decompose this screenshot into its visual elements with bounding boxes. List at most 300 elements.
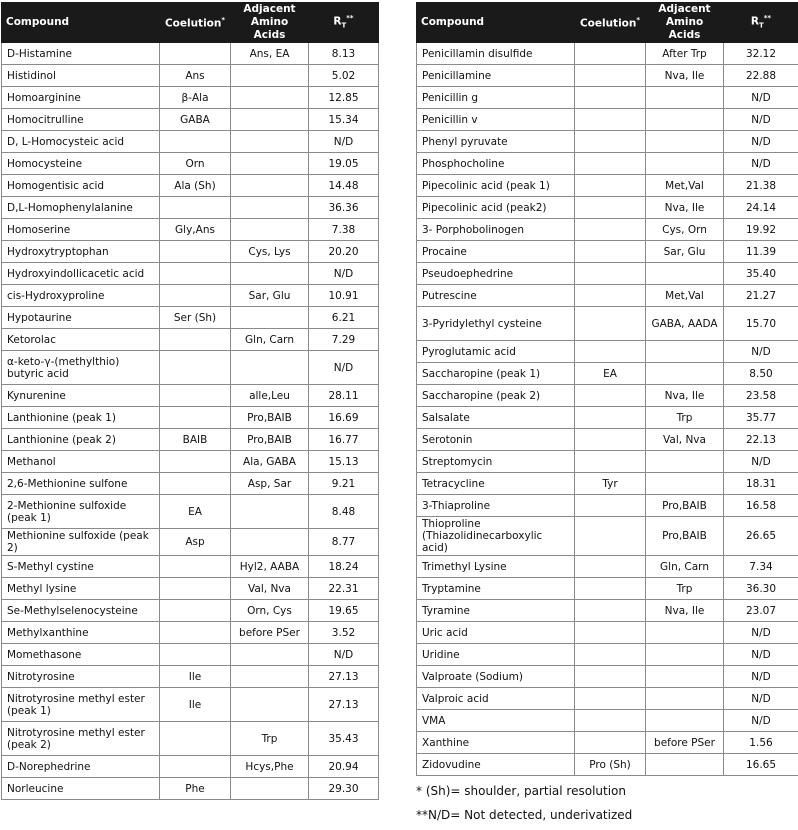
rt-cell: 21.27 bbox=[724, 285, 798, 307]
compound-cell: Momethasone bbox=[2, 644, 160, 666]
table-row bbox=[2, 688, 379, 722]
compound-cell: Se-Methylselenocysteine bbox=[2, 600, 160, 622]
adjacent-cell: Val, Nva bbox=[646, 429, 724, 451]
adjacent-cell bbox=[646, 622, 724, 644]
rt-cell: 19.92 bbox=[724, 219, 798, 241]
compound-cell: Homogentisic acid bbox=[2, 175, 160, 197]
coelution-cell bbox=[160, 578, 231, 600]
table-row bbox=[2, 644, 379, 666]
compound-cell: Methylxanthine bbox=[2, 622, 160, 644]
table-row bbox=[2, 556, 379, 578]
rt-cell: N/D bbox=[724, 622, 798, 644]
table-header-row bbox=[2, 3, 379, 43]
compound-cell: 2,6-Methionine sulfone bbox=[2, 473, 160, 495]
table-row bbox=[417, 153, 798, 175]
rt-cell: N/D bbox=[724, 153, 798, 175]
compound-cell: Putrescine bbox=[417, 285, 575, 307]
table-row bbox=[417, 109, 798, 131]
compound-cell: D,L-Homophenylalanine bbox=[2, 197, 160, 219]
compound-cell: Serotonin bbox=[417, 429, 575, 451]
coelution-cell: Orn bbox=[160, 153, 231, 175]
rt-cell: N/D bbox=[309, 644, 379, 666]
rt-cell: 36.36 bbox=[309, 197, 379, 219]
compound-cell: Valproic acid bbox=[417, 688, 575, 710]
adjacent-cell bbox=[646, 87, 724, 109]
rt-cell: 32.12 bbox=[724, 43, 798, 65]
rt-cell: 10.91 bbox=[309, 285, 379, 307]
rt-cell: N/D bbox=[724, 710, 798, 732]
coelution-header: Coelution* bbox=[575, 3, 646, 43]
adjacent-cell: Pro,BAIB bbox=[646, 517, 724, 556]
compound-cell: Kynurenine bbox=[2, 385, 160, 407]
rt-cell: N/D bbox=[309, 351, 379, 385]
table-row bbox=[2, 600, 379, 622]
rt-cell: 29.30 bbox=[309, 778, 379, 800]
compound-cell: Pipecolinic acid (peak 1) bbox=[417, 175, 575, 197]
table-row bbox=[417, 341, 798, 363]
rt-cell: N/D bbox=[724, 341, 798, 363]
coelution-cell: Asp bbox=[160, 529, 231, 556]
compound-cell: Methyl lysine bbox=[2, 578, 160, 600]
rt-cell: 27.13 bbox=[309, 666, 379, 688]
rt-cell: 18.24 bbox=[309, 556, 379, 578]
adjacent-cell bbox=[231, 65, 309, 87]
coelution-cell: Pro (Sh) bbox=[575, 754, 646, 776]
adjacent-cell bbox=[646, 473, 724, 495]
rt-cell: 16.58 bbox=[724, 495, 798, 517]
table-row bbox=[417, 666, 798, 688]
adjacent-cell: Pro,BAIB bbox=[231, 429, 309, 451]
adjacent-header: Adjacent Amino Acids bbox=[646, 3, 724, 43]
right-table-body bbox=[417, 43, 798, 776]
rt-cell: N/D bbox=[724, 109, 798, 131]
rt-cell: 22.31 bbox=[309, 578, 379, 600]
compound-cell: Hypotaurine bbox=[2, 307, 160, 329]
coelution-cell bbox=[160, 241, 231, 263]
table-row bbox=[417, 732, 798, 754]
table-row bbox=[417, 754, 798, 776]
adjacent-cell: Met,Val bbox=[646, 285, 724, 307]
adjacent-cell: Hyl2, AABA bbox=[231, 556, 309, 578]
rt-cell: 16.65 bbox=[724, 754, 798, 776]
adjacent-cell bbox=[646, 263, 724, 285]
rt-cell: 35.77 bbox=[724, 407, 798, 429]
table-row bbox=[417, 131, 798, 153]
adjacent-cell: Met,Val bbox=[646, 175, 724, 197]
coelution-cell bbox=[575, 429, 646, 451]
rt-cell: 15.70 bbox=[724, 307, 798, 341]
coelution-cell bbox=[575, 517, 646, 556]
compound-cell: Streptomycin bbox=[417, 451, 575, 473]
compound-cell: Hydroxyindollicacetic acid bbox=[2, 263, 160, 285]
adjacent-cell bbox=[231, 666, 309, 688]
table-row bbox=[2, 529, 379, 556]
table-row bbox=[417, 219, 798, 241]
table-row bbox=[417, 517, 798, 556]
coelution-cell bbox=[575, 153, 646, 175]
rt-cell: 5.02 bbox=[309, 65, 379, 87]
compound-cell: Valproate (Sodium) bbox=[417, 666, 575, 688]
coelution-cell bbox=[160, 407, 231, 429]
adjacent-cell: Nva, Ile bbox=[646, 197, 724, 219]
adjacent-cell: Trp bbox=[646, 407, 724, 429]
left-compound-table bbox=[1, 2, 379, 800]
table-row bbox=[417, 556, 798, 578]
adjacent-cell bbox=[646, 131, 724, 153]
compound-header: Compound bbox=[2, 3, 160, 43]
coelution-cell bbox=[160, 131, 231, 153]
rt-cell: 22.13 bbox=[724, 429, 798, 451]
rt-cell: N/D bbox=[724, 644, 798, 666]
coelution-cell bbox=[160, 556, 231, 578]
table-row bbox=[417, 578, 798, 600]
table-row bbox=[2, 109, 379, 131]
rt-cell: 20.94 bbox=[309, 756, 379, 778]
coelution-cell bbox=[575, 285, 646, 307]
rt-cell: 7.29 bbox=[309, 329, 379, 351]
compound-cell: Histidinol bbox=[2, 65, 160, 87]
coelution-cell bbox=[575, 666, 646, 688]
coelution-cell: Ile bbox=[160, 666, 231, 688]
rt-cell: 16.77 bbox=[309, 429, 379, 451]
table-row bbox=[417, 363, 798, 385]
rt-cell: 21.38 bbox=[724, 175, 798, 197]
compound-cell: Hydroxytryptophan bbox=[2, 241, 160, 263]
table-row bbox=[2, 451, 379, 473]
coelution-cell bbox=[575, 451, 646, 473]
right-compound-table bbox=[416, 2, 798, 776]
adjacent-cell: Gln, Carn bbox=[646, 556, 724, 578]
coelution-cell: Phe bbox=[160, 778, 231, 800]
compound-cell: Penicillin g bbox=[417, 87, 575, 109]
adjacent-cell: After Trp bbox=[646, 43, 724, 65]
rt-cell: 20.20 bbox=[309, 241, 379, 263]
table-row bbox=[417, 263, 798, 285]
coelution-cell bbox=[575, 732, 646, 754]
rt-cell: 7.34 bbox=[724, 556, 798, 578]
coelution-cell bbox=[160, 285, 231, 307]
compound-cell: Phosphocholine bbox=[417, 153, 575, 175]
rt-cell: 3.52 bbox=[309, 622, 379, 644]
table-row bbox=[417, 87, 798, 109]
coelution-cell bbox=[160, 473, 231, 495]
rt-cell: 18.31 bbox=[724, 473, 798, 495]
table-row bbox=[417, 285, 798, 307]
rt-cell: N/D bbox=[309, 131, 379, 153]
adjacent-cell bbox=[646, 754, 724, 776]
compound-cell: Norleucine bbox=[2, 778, 160, 800]
table-row bbox=[417, 43, 798, 65]
table-row bbox=[417, 710, 798, 732]
table-row bbox=[417, 495, 798, 517]
adjacent-cell: before PSer bbox=[646, 732, 724, 754]
rt-cell: N/D bbox=[724, 451, 798, 473]
table-row bbox=[2, 722, 379, 756]
adjacent-cell: Hcys,Phe bbox=[231, 756, 309, 778]
coelution-cell bbox=[575, 556, 646, 578]
compound-cell: Methanol bbox=[2, 451, 160, 473]
coelution-cell bbox=[160, 600, 231, 622]
compound-cell: Homoarginine bbox=[2, 87, 160, 109]
table-row bbox=[417, 600, 798, 622]
coelution-cell bbox=[160, 385, 231, 407]
rt-cell: 8.50 bbox=[724, 363, 798, 385]
adjacent-cell bbox=[231, 219, 309, 241]
adjacent-cell bbox=[646, 666, 724, 688]
compound-cell: Homocysteine bbox=[2, 153, 160, 175]
adjacent-cell: Trp bbox=[646, 578, 724, 600]
adjacent-cell: Orn, Cys bbox=[231, 600, 309, 622]
adjacent-cell: GABA, AADA bbox=[646, 307, 724, 341]
adjacent-cell bbox=[231, 175, 309, 197]
table-row bbox=[417, 385, 798, 407]
rt-cell: 1.56 bbox=[724, 732, 798, 754]
adjacent-cell bbox=[231, 263, 309, 285]
rt-cell: N/D bbox=[724, 688, 798, 710]
coelution-cell bbox=[575, 341, 646, 363]
compound-cell: Pyroglutamic acid bbox=[417, 341, 575, 363]
compound-cell: Lanthionine (peak 1) bbox=[2, 407, 160, 429]
table-row bbox=[417, 407, 798, 429]
table-row bbox=[417, 644, 798, 666]
coelution-cell bbox=[575, 109, 646, 131]
adjacent-cell bbox=[231, 529, 309, 556]
adjacent-cell bbox=[231, 109, 309, 131]
compound-cell: D-Histamine bbox=[2, 43, 160, 65]
rt-cell: 26.65 bbox=[724, 517, 798, 556]
coelution-cell: GABA bbox=[160, 109, 231, 131]
adjacent-header: Adjacent Amino Acids bbox=[231, 3, 309, 43]
compound-header: Compound bbox=[417, 3, 575, 43]
table-row bbox=[417, 307, 798, 341]
table-row bbox=[2, 622, 379, 644]
coelution-cell bbox=[575, 219, 646, 241]
table-row bbox=[2, 219, 379, 241]
compound-cell: Ketorolac bbox=[2, 329, 160, 351]
compound-cell: Thioproline (Thiazolidinecarboxylic acid) bbox=[417, 517, 575, 556]
compound-cell: Methionine sulfoxide (peak 2) bbox=[2, 529, 160, 556]
table-row bbox=[2, 495, 379, 529]
adjacent-cell: Asp, Sar bbox=[231, 473, 309, 495]
compound-cell: Saccharopine (peak 1) bbox=[417, 363, 575, 385]
compound-cell: Lanthionine (peak 2) bbox=[2, 429, 160, 451]
compound-cell: S-Methyl cystine bbox=[2, 556, 160, 578]
rt-header: $R_T^{**}$ bbox=[309, 3, 379, 43]
footnote-not-detected: **N/D= Not detected, underivatized bbox=[416, 808, 633, 822]
adjacent-cell: Sar, Glu bbox=[646, 241, 724, 263]
table-row bbox=[417, 622, 798, 644]
compound-cell: Penicillamine bbox=[417, 65, 575, 87]
adjacent-cell bbox=[646, 153, 724, 175]
adjacent-cell bbox=[231, 87, 309, 109]
table-row bbox=[2, 429, 379, 451]
adjacent-cell: Ans, EA bbox=[231, 43, 309, 65]
adjacent-cell: Nva, Ile bbox=[646, 385, 724, 407]
table-row bbox=[2, 197, 379, 219]
adjacent-cell: alle,Leu bbox=[231, 385, 309, 407]
compound-cell: Uric acid bbox=[417, 622, 575, 644]
table-row bbox=[2, 87, 379, 109]
adjacent-cell: Trp bbox=[231, 722, 309, 756]
rt-cell: 8.13 bbox=[309, 43, 379, 65]
compound-cell: Pseudoephedrine bbox=[417, 263, 575, 285]
table-header-row bbox=[417, 3, 798, 43]
coelution-cell: Tyr bbox=[575, 473, 646, 495]
rt-cell: 24.14 bbox=[724, 197, 798, 219]
table-row bbox=[2, 307, 379, 329]
coelution-cell bbox=[160, 197, 231, 219]
rt-cell: 35.43 bbox=[309, 722, 379, 756]
coelution-cell: Ser (Sh) bbox=[160, 307, 231, 329]
coelution-cell: Ile bbox=[160, 688, 231, 722]
rt-cell: 14.48 bbox=[309, 175, 379, 197]
table-row bbox=[2, 153, 379, 175]
coelution-cell bbox=[575, 710, 646, 732]
coelution-cell bbox=[160, 722, 231, 756]
rt-cell: 19.65 bbox=[309, 600, 379, 622]
rt-cell: 11.39 bbox=[724, 241, 798, 263]
coelution-cell bbox=[160, 756, 231, 778]
adjacent-cell bbox=[646, 688, 724, 710]
table-row bbox=[2, 241, 379, 263]
adjacent-cell bbox=[646, 710, 724, 732]
coelution-cell bbox=[575, 495, 646, 517]
compound-cell: Nitrotyrosine methyl ester (peak 2) bbox=[2, 722, 160, 756]
coelution-cell bbox=[575, 197, 646, 219]
coelution-cell bbox=[575, 578, 646, 600]
adjacent-cell bbox=[231, 644, 309, 666]
coelution-cell bbox=[575, 407, 646, 429]
table-row bbox=[2, 407, 379, 429]
rt-cell: 9.21 bbox=[309, 473, 379, 495]
left-table-body bbox=[2, 43, 379, 800]
adjacent-cell: Pro,BAIB bbox=[231, 407, 309, 429]
adjacent-cell: Pro,BAIB bbox=[646, 495, 724, 517]
adjacent-cell: Nva, Ile bbox=[646, 600, 724, 622]
rt-cell: 8.48 bbox=[309, 495, 379, 529]
rt-cell: 27.13 bbox=[309, 688, 379, 722]
coelution-cell bbox=[575, 241, 646, 263]
adjacent-cell bbox=[646, 363, 724, 385]
compound-cell: 2-Methionine sulfoxide (peak 1) bbox=[2, 495, 160, 529]
adjacent-cell bbox=[646, 644, 724, 666]
compound-cell: Zidovudine bbox=[417, 754, 575, 776]
table-row bbox=[2, 351, 379, 385]
compound-cell: Saccharopine (peak 2) bbox=[417, 385, 575, 407]
adjacent-cell bbox=[231, 688, 309, 722]
rt-cell: N/D bbox=[724, 87, 798, 109]
coelution-cell bbox=[575, 385, 646, 407]
compound-cell: cis-Hydroxyproline bbox=[2, 285, 160, 307]
table-row bbox=[417, 197, 798, 219]
adjacent-cell bbox=[231, 153, 309, 175]
table-row bbox=[2, 43, 379, 65]
coelution-cell bbox=[160, 644, 231, 666]
coelution-cell: EA bbox=[160, 495, 231, 529]
compound-cell: Pipecolinic acid (peak2) bbox=[417, 197, 575, 219]
adjacent-cell bbox=[231, 351, 309, 385]
coelution-cell: β-Ala bbox=[160, 87, 231, 109]
compound-cell: Phenyl pyruvate bbox=[417, 131, 575, 153]
adjacent-cell: Gln, Carn bbox=[231, 329, 309, 351]
table-row bbox=[2, 131, 379, 153]
table-row bbox=[2, 175, 379, 197]
coelution-cell: Gly,Ans bbox=[160, 219, 231, 241]
coelution-cell bbox=[160, 43, 231, 65]
compound-cell: Uridine bbox=[417, 644, 575, 666]
compound-cell: Homocitrulline bbox=[2, 109, 160, 131]
compound-cell: Tetracycline bbox=[417, 473, 575, 495]
rt-cell: 6.21 bbox=[309, 307, 379, 329]
compound-cell: 3- Porphobolinogen bbox=[417, 219, 575, 241]
table-row bbox=[2, 666, 379, 688]
table-row bbox=[2, 756, 379, 778]
compound-cell: Nitrotyrosine methyl ester (peak 1) bbox=[2, 688, 160, 722]
coelution-cell bbox=[575, 307, 646, 341]
compound-cell: Nitrotyrosine bbox=[2, 666, 160, 688]
adjacent-cell bbox=[231, 495, 309, 529]
coelution-cell bbox=[575, 688, 646, 710]
adjacent-cell: Val, Nva bbox=[231, 578, 309, 600]
coelution-cell: BAIB bbox=[160, 429, 231, 451]
compound-cell: Penicillamin disulfide bbox=[417, 43, 575, 65]
adjacent-cell: Nva, Ile bbox=[646, 65, 724, 87]
table-row bbox=[417, 65, 798, 87]
coelution-cell bbox=[575, 644, 646, 666]
rt-cell: 23.58 bbox=[724, 385, 798, 407]
coelution-cell bbox=[575, 175, 646, 197]
coelution-cell bbox=[160, 451, 231, 473]
coelution-cell bbox=[575, 87, 646, 109]
coelution-cell bbox=[160, 622, 231, 644]
compound-cell: Procaine bbox=[417, 241, 575, 263]
compound-cell: Xanthine bbox=[417, 732, 575, 754]
compound-cell: Penicillin v bbox=[417, 109, 575, 131]
table-row bbox=[2, 285, 379, 307]
rt-cell: 22.88 bbox=[724, 65, 798, 87]
coelution-cell bbox=[575, 600, 646, 622]
table-row bbox=[417, 241, 798, 263]
rt-cell: N/D bbox=[309, 263, 379, 285]
rt-cell: 28.11 bbox=[309, 385, 379, 407]
rt-cell: 36.30 bbox=[724, 578, 798, 600]
coelution-cell bbox=[575, 263, 646, 285]
table-row bbox=[2, 473, 379, 495]
coelution-cell bbox=[575, 43, 646, 65]
adjacent-cell bbox=[231, 307, 309, 329]
compound-cell: D, L-Homocysteic acid bbox=[2, 131, 160, 153]
table-row bbox=[2, 65, 379, 87]
rt-header: $R_T^{**}$ bbox=[724, 3, 798, 43]
compound-cell: D-Norephedrine bbox=[2, 756, 160, 778]
adjacent-cell: Cys, Lys bbox=[231, 241, 309, 263]
rt-cell: 12.85 bbox=[309, 87, 379, 109]
coelution-cell bbox=[160, 351, 231, 385]
rt-cell: 35.40 bbox=[724, 263, 798, 285]
compound-cell: 3-Thiaproline bbox=[417, 495, 575, 517]
compound-cell: α-keto-γ-(methylthio) butyric acid bbox=[2, 351, 160, 385]
coelution-header: Coelution* bbox=[160, 3, 231, 43]
rt-cell: 16.69 bbox=[309, 407, 379, 429]
adjacent-cell bbox=[646, 451, 724, 473]
rt-cell: 19.05 bbox=[309, 153, 379, 175]
rt-cell: N/D bbox=[724, 131, 798, 153]
adjacent-cell bbox=[646, 341, 724, 363]
coelution-cell: Ala (Sh) bbox=[160, 175, 231, 197]
coelution-cell bbox=[575, 622, 646, 644]
adjacent-cell: Ala, GABA bbox=[231, 451, 309, 473]
table-row bbox=[417, 451, 798, 473]
